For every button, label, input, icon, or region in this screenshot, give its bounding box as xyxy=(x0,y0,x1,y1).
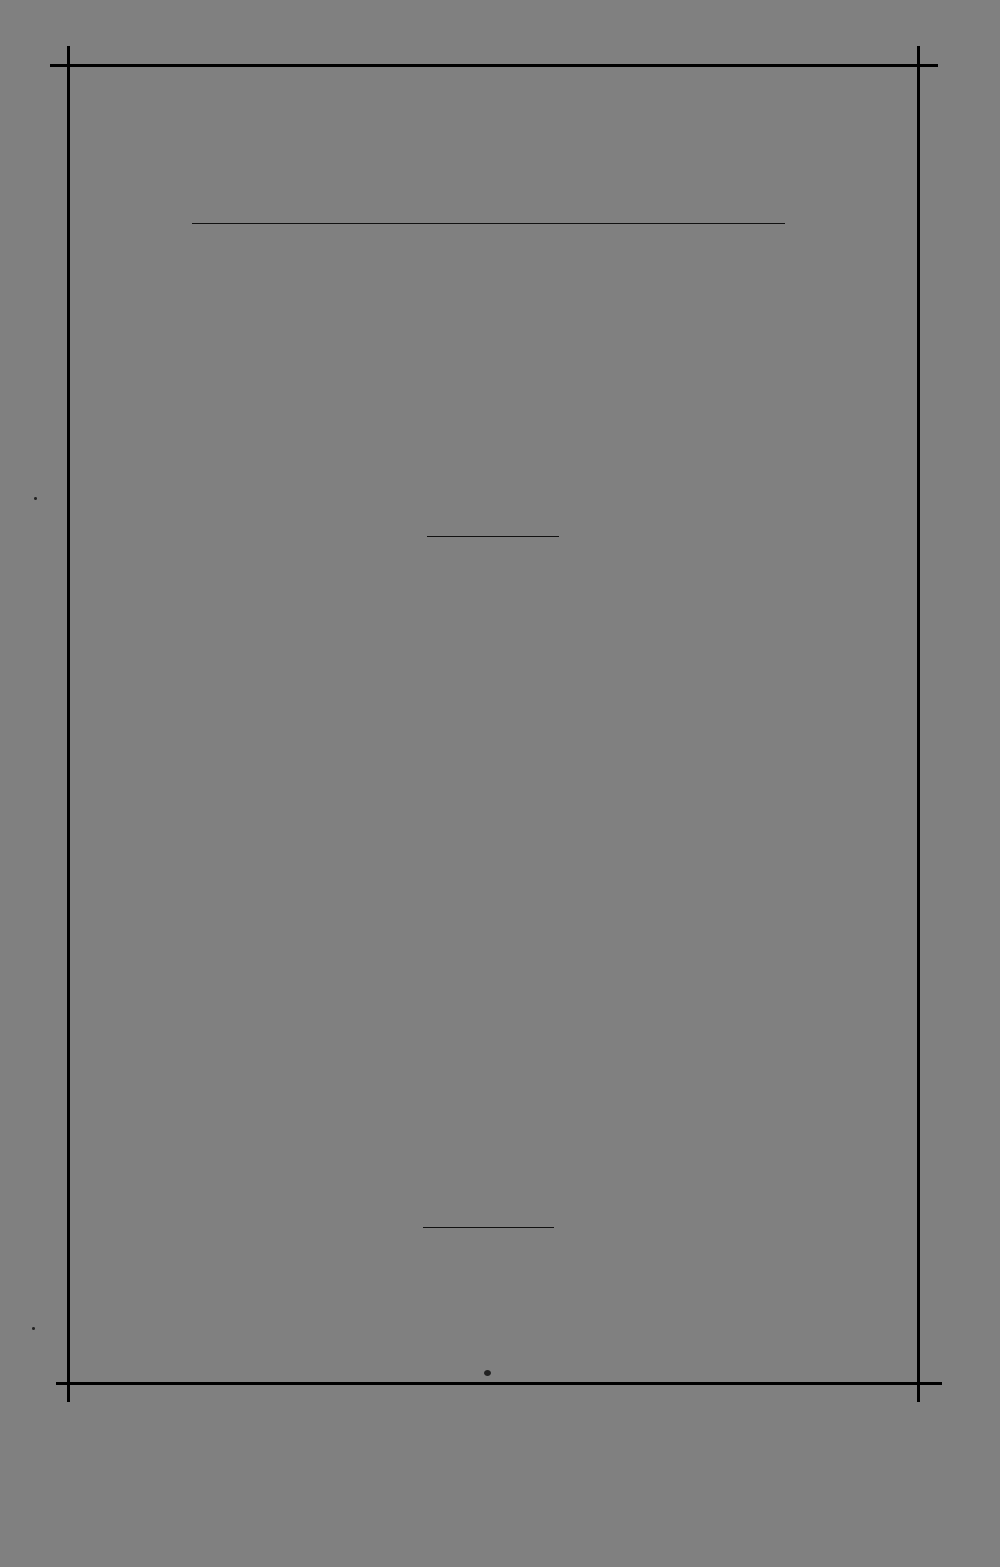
printer-mark xyxy=(484,1370,491,1376)
margin-speck xyxy=(32,1327,35,1330)
frame-top-rule xyxy=(50,64,938,67)
header-rule xyxy=(192,223,785,224)
end-separator xyxy=(423,1227,554,1228)
margin-speck xyxy=(34,497,37,500)
frame-right-rule xyxy=(917,46,920,1402)
section-separator xyxy=(427,536,559,537)
frame-bottom-rule xyxy=(56,1382,942,1385)
frame-left-rule xyxy=(67,46,70,1402)
